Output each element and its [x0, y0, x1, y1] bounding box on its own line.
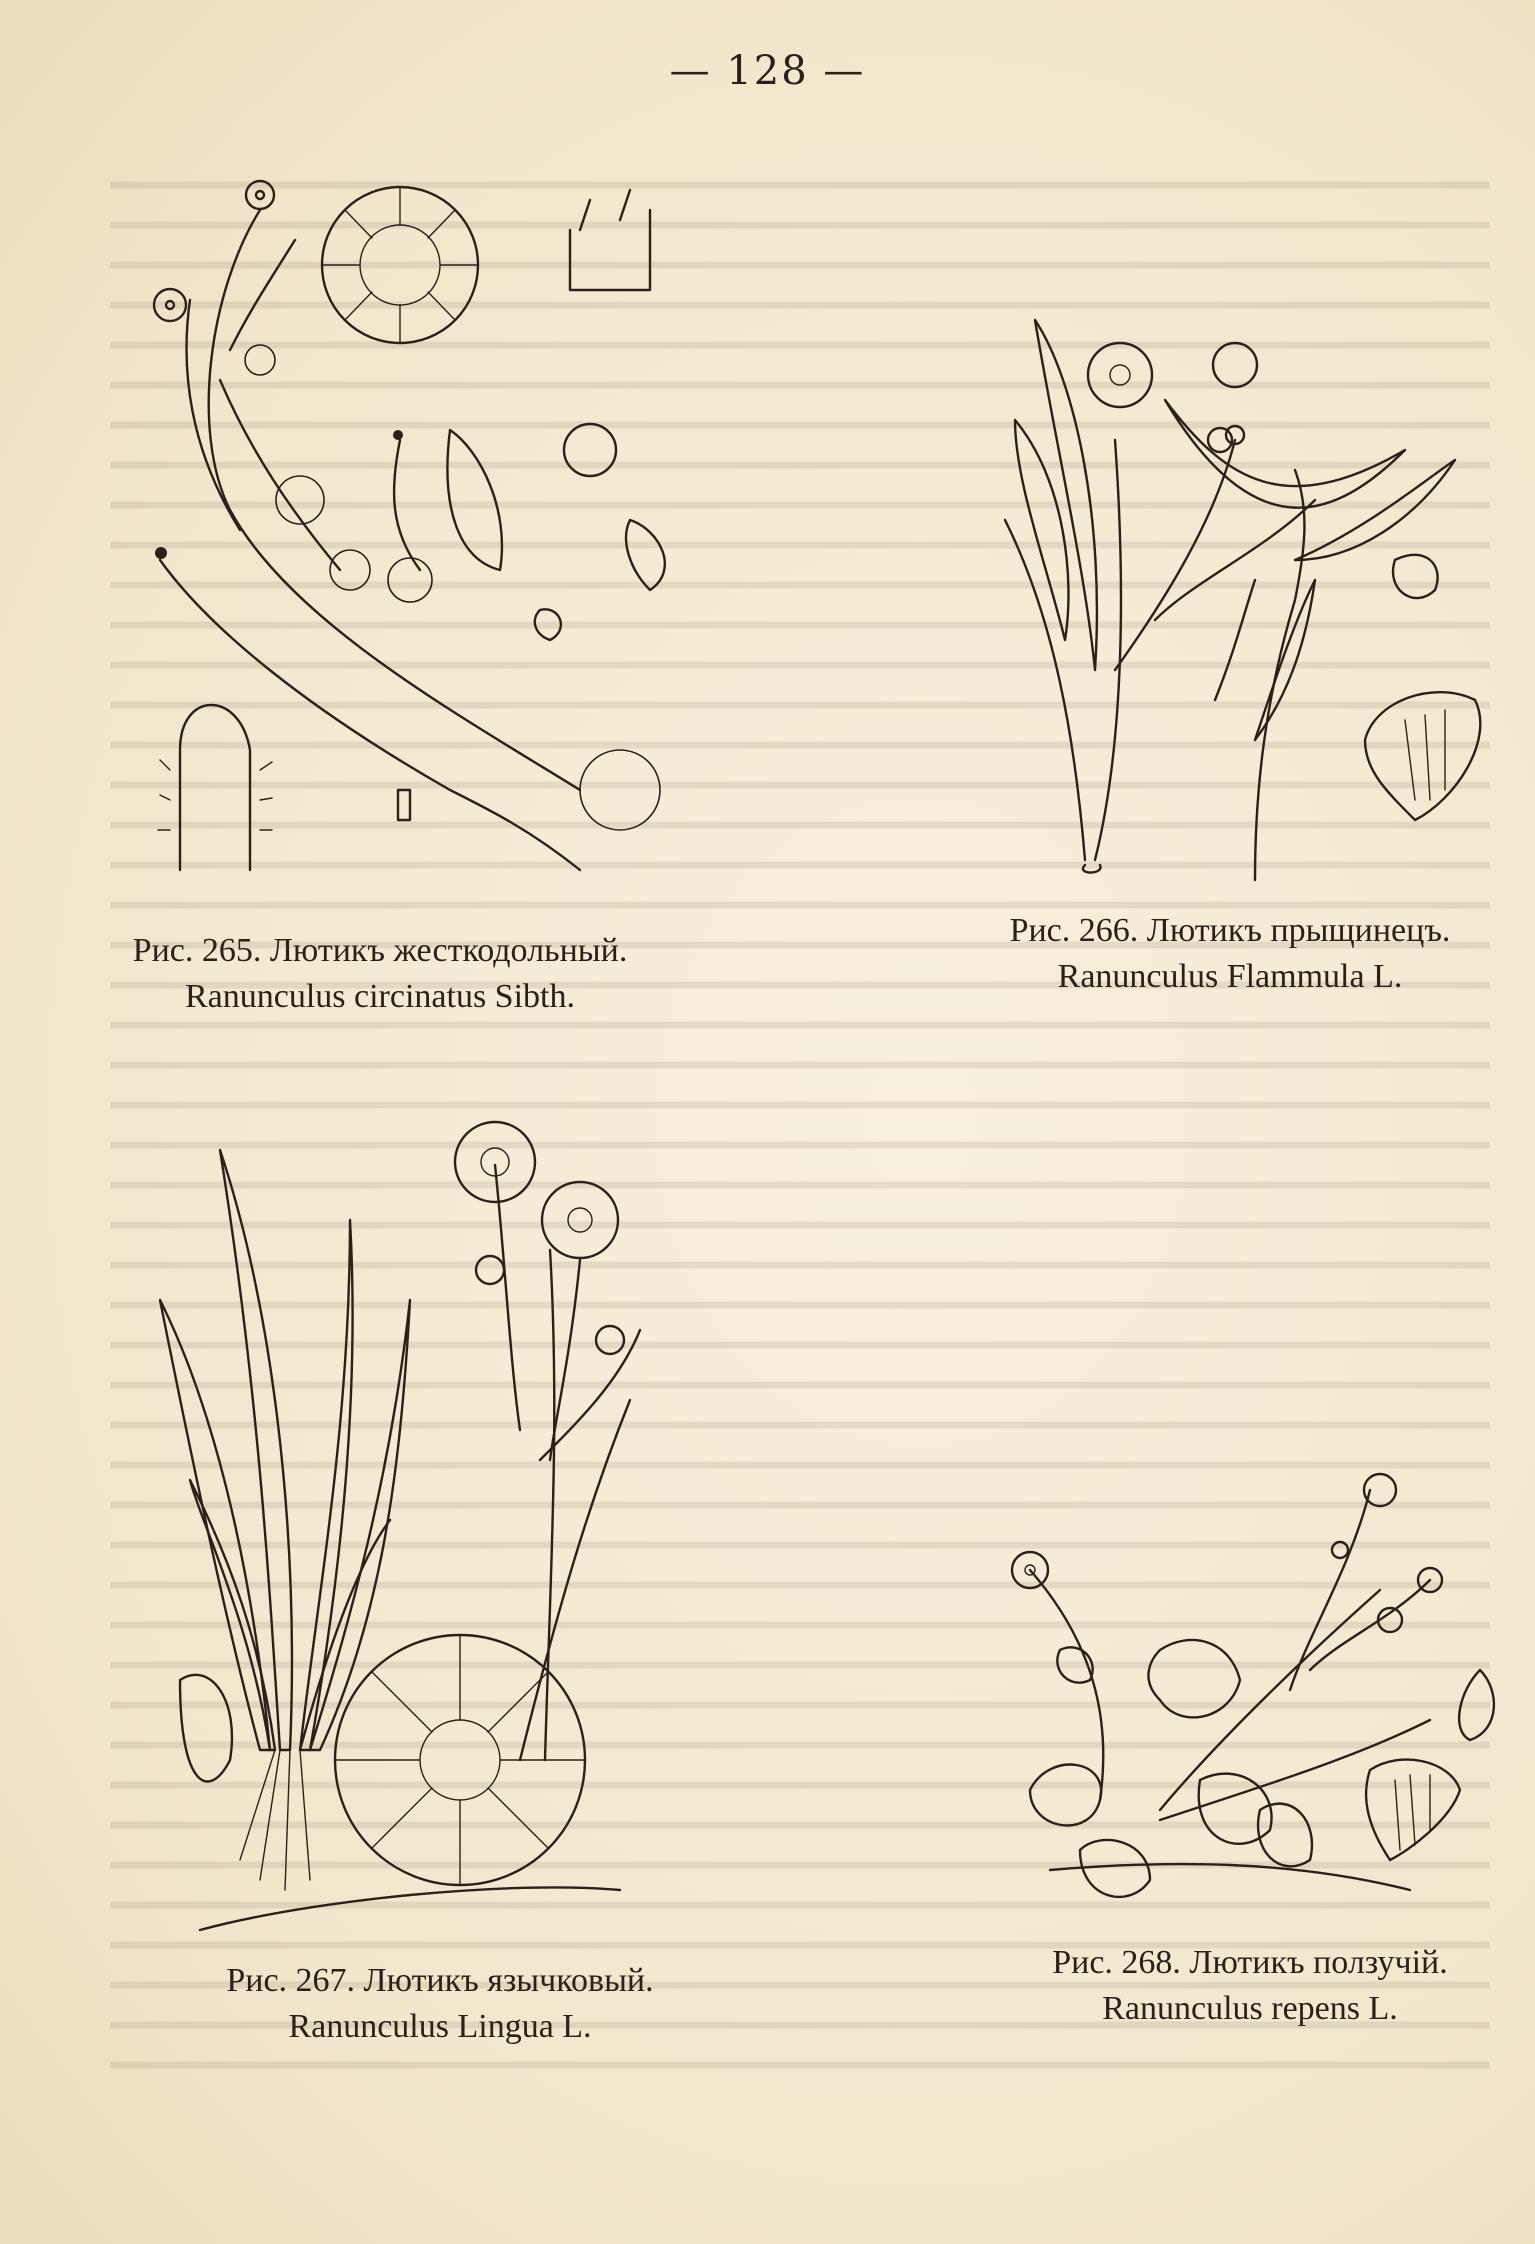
illustration-ranunculus-circinatus	[60, 150, 700, 910]
figure-267-caption	[160, 1958, 720, 2050]
figure-268	[990, 1470, 1510, 2040]
illustration-ranunculus-lingua	[160, 1100, 720, 1960]
figure-268-title: Рис. 268. Лютикъ ползучій.	[1052, 1944, 1448, 1981]
figure-268-caption	[990, 1940, 1510, 2032]
figure-266	[935, 320, 1525, 1020]
figure-265	[60, 150, 700, 1015]
figure-265-latin-name: Ranunculus circinatus Sibth.	[184, 978, 575, 1015]
figure-266-title: Рис. 266. Лютикъ прыщинецъ.	[1009, 912, 1451, 949]
figure-265-caption	[60, 928, 700, 1020]
figure-265-title: Рис. 265. Лютикъ жесткодольный.	[132, 932, 628, 969]
figure-268-latin-name: Ranunculus repens L.	[1102, 1990, 1398, 2027]
figure-267-title: Рис. 267. Лютикъ язычковый.	[226, 1962, 654, 1999]
illustration-ranunculus-flammula	[935, 320, 1525, 880]
figure-267-latin-name: Ranunculus Lingua L.	[288, 2008, 592, 2045]
illustration-ranunculus-repens	[990, 1470, 1510, 1930]
figure-266-caption	[935, 908, 1525, 1000]
page-number: — 128 —	[669, 48, 866, 94]
figure-267	[160, 1100, 720, 2050]
figure-266-latin-name: Ranunculus Flammula L.	[1057, 958, 1403, 995]
